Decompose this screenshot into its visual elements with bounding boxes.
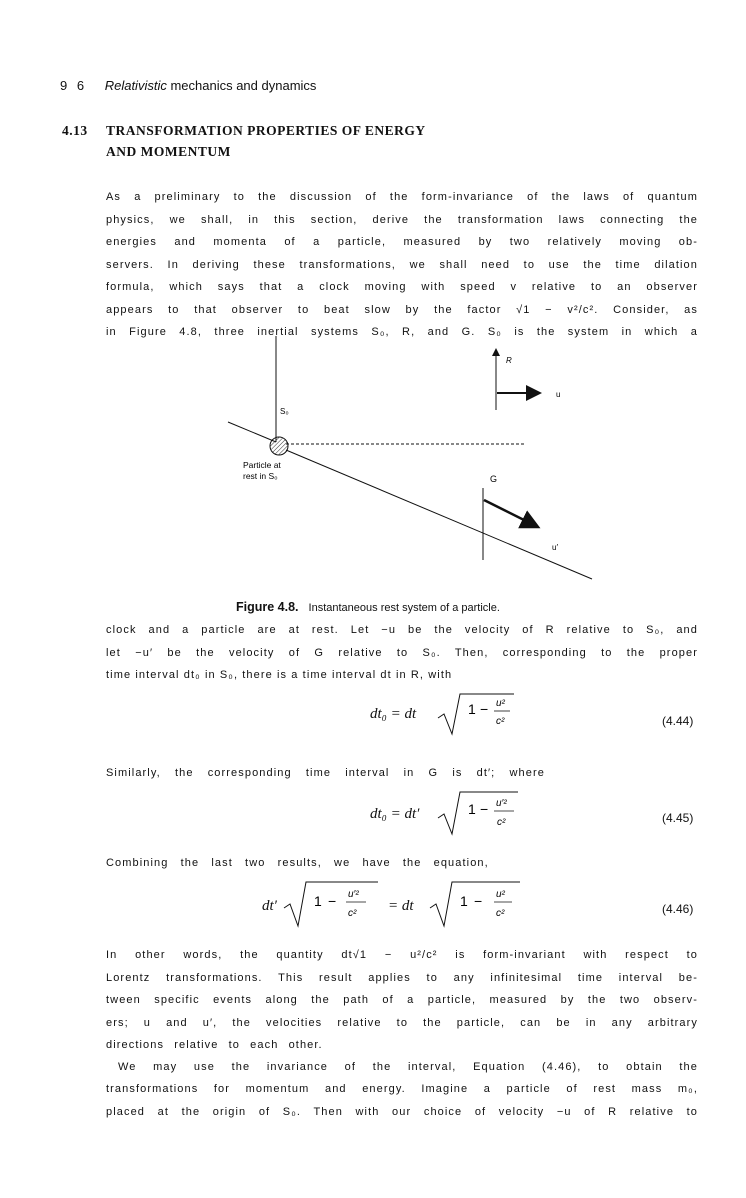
figure-caption [236,600,500,614]
eq446-sqrt-right [428,878,524,928]
eq446-one-left: 1 [314,893,322,909]
paragraph-combining [106,852,698,875]
text-line: tween specific events along the path of a particle, measured by the two observ- [106,994,698,1006]
running-title-rest: mechanics and dynamics [170,78,317,93]
text-line: transformations for momentum and energy. Imagine a particle of rest mass m₀, [106,1083,698,1095]
running-title-italic: Relativistic [104,78,167,93]
eq444-tag: (4.44) [662,714,694,728]
caption-text: Instantaneous rest system of a particle. [308,602,500,614]
text-line: Similarly, the corresponding time interval in G is dt′; where [106,767,545,779]
eq446-one-right: 1 [460,893,468,909]
eq446-tag: (4.46) [662,902,694,916]
eq446-num-right: u² [496,889,505,900]
eq445-minus: − [480,801,489,817]
eq444-den: c² [496,716,505,727]
eq444-sqrt [436,690,516,736]
eq445-tag: (4.45) [662,811,694,825]
equation-4-44 [370,706,416,723]
eq444-num: u² [496,698,505,709]
eq446-den-right: c² [496,908,505,919]
paragraph-3 [106,944,698,1057]
text-line: Combining the last two results, we have the equation, [106,857,489,869]
text-line: clock and a particle are at rest. Let −u be the velocity of R relative to S₀, and [106,624,698,636]
eq445-sqrt [436,788,520,836]
text-line: We may use the invariance of the interval, Equation (4.46), to obtain the [118,1061,698,1073]
eq445-one: 1 [468,801,476,817]
label-s0: S₀ [280,407,289,416]
text-line: directions relative to each other. [106,1039,323,1051]
label-r: R [506,356,512,365]
page-number: 9 6 [60,78,88,93]
label-uprime: u′ [552,543,558,552]
section-title-line2: AND MOMENTUM [106,144,231,159]
text-line: appears to that observer to beat slow by the factor √1 − v²/c². Consider, as [106,303,698,316]
uprime-velocity-arrow [484,500,536,526]
paragraph-4-first [118,1056,698,1079]
incoming-line [228,422,276,442]
text-line: in Figure 4.8, three inertial systems S₀, R, and G. S₀ is the system in which a [106,326,698,338]
text-line: placed at the origin of S₀. Then with our choice of velocity −u of R relative to [106,1105,698,1118]
label-particle-line1: Particle at [243,460,281,470]
eq445-num: u′² [496,798,507,809]
text-line: ers; u and u′, the velocities relative to the particle, can be in any arbitrary [106,1016,698,1029]
paragraph-2 [106,619,698,687]
text-line: let −u′ be the velocity of G relative to S₀. Then, corresponding to the proper [106,646,698,659]
eq446-den-left: c² [348,908,357,919]
text-line: Lorentz transformations. This result applies to any infinitesimal time interval be- [106,971,698,984]
eq444-minus: − [480,701,489,717]
text-line: formula, which says that a clock moving with speed v relative to an observer [106,281,698,293]
text-line: In other words, the quantity dt√1 − u²/c² is form-invariant with respect to [106,949,698,961]
label-particle-line2: rest in S₀ [243,471,278,481]
eq445-den: c² [497,817,506,828]
paragraph-4 [106,1078,698,1123]
section-title-line1: TRANSFORMATION PROPERTIES OF ENERGY [106,123,426,138]
eq444-one: 1 [468,701,476,717]
figure-4-8 [0,330,746,598]
eq446-minus-right: − [474,893,483,909]
section-number: 4.13 [62,123,88,138]
text-line: As a preliminary to the discussion of the form-invariance of the laws of quantum [106,191,698,203]
caption-label: Figure 4.8. [236,600,299,614]
eq446-mid: = dt [388,898,414,914]
paragraph-similarly [106,762,698,785]
eq445-lhs: dt₀ = dt′ [370,806,420,822]
eq446-minus-left: − [328,893,337,909]
section-heading [62,123,426,139]
running-head [60,78,316,93]
label-u: u [556,390,561,399]
eq446-num-left: u′² [348,889,359,900]
eq446-sqrt-left [282,878,382,928]
label-g: G [490,474,498,484]
equation-4-45 [370,806,419,823]
text-line: energies and momenta of a particle, measured by two relatively moving ob- [106,236,698,248]
eq444-lhs: dt₀ = dt [370,706,417,722]
diagonal-line [286,450,592,579]
text-line: time interval dt₀ in S₀, there is a time interval dt in R, with [106,669,453,681]
particle-circle [270,437,288,455]
paragraph-1 [106,186,698,344]
text-line: physics, we shall, in this section, derive the transformation laws connecting the [106,213,698,226]
text-line: servers. In deriving these transformations, we shall need to use the time dilation [106,258,698,271]
eq446-lhs: dt′ [262,898,277,914]
equation-4-46 [262,898,277,915]
